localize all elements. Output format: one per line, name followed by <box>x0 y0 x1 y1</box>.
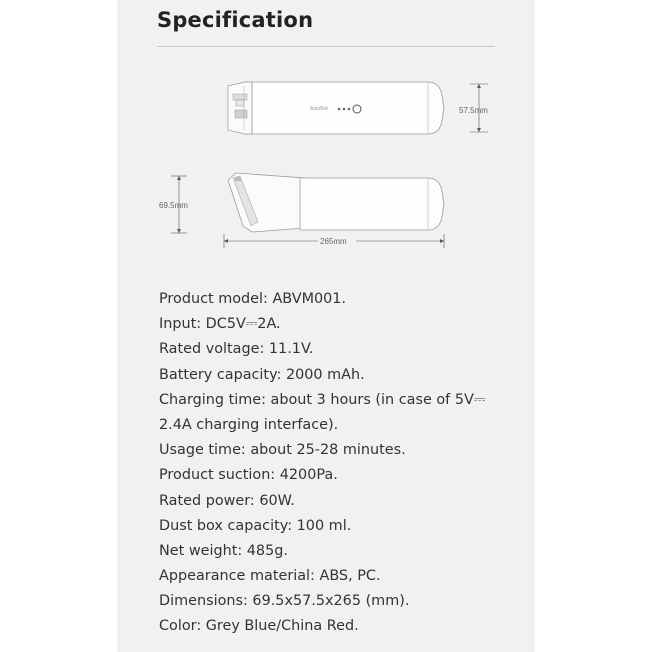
spec-usage-time: Usage time: about 25-28 minutes. <box>159 442 406 459</box>
vacuum-side-view <box>228 173 444 232</box>
spec-input: Input: DC5V⎓2A. <box>159 316 281 333</box>
dimension-height <box>159 176 188 233</box>
spec-product-suction: Product suction: 4200Pa. <box>159 467 338 484</box>
spec-dimensions: Dimensions: 69.5x57.5x265 (mm). <box>159 593 410 610</box>
title-divider <box>157 46 495 47</box>
brand-label: AutoBot <box>310 106 328 112</box>
spec-appearance-material: Appearance material: ABS, PC. <box>159 568 381 585</box>
spec-rated-power: Rated power: 60W. <box>159 492 295 509</box>
dimension-length-label: 265mm <box>320 237 347 246</box>
product-dimension-diagram <box>150 72 500 252</box>
spec-dust-box-capacity: Dust box capacity: 100 ml. <box>159 517 352 534</box>
spec-product-model: Product model: ABVM001. <box>159 291 347 307</box>
spec-net-weight: Net weight: 485g. <box>159 542 288 559</box>
dimension-diameter-label: 57.5mm <box>459 106 488 115</box>
spec-list <box>159 287 485 640</box>
page-title: Specification <box>157 8 314 32</box>
spec-charging-time-cont: 2.4A charging interface). <box>159 416 339 433</box>
spec-rated-voltage: Rated voltage: 11.1V. <box>159 341 314 358</box>
spec-charging-time: Charging time: about 3 hours (in case of 5V⎓ <box>159 391 486 408</box>
spec-battery-capacity: Battery capacity: 2000 mAh. <box>159 366 365 383</box>
dimension-diameter <box>459 84 488 132</box>
spec-color: Color: Grey Blue/China Red. <box>159 618 359 635</box>
vacuum-top-view <box>228 82 444 134</box>
dimension-height-label: 69.5mm <box>159 201 188 210</box>
dimension-length <box>224 234 444 248</box>
